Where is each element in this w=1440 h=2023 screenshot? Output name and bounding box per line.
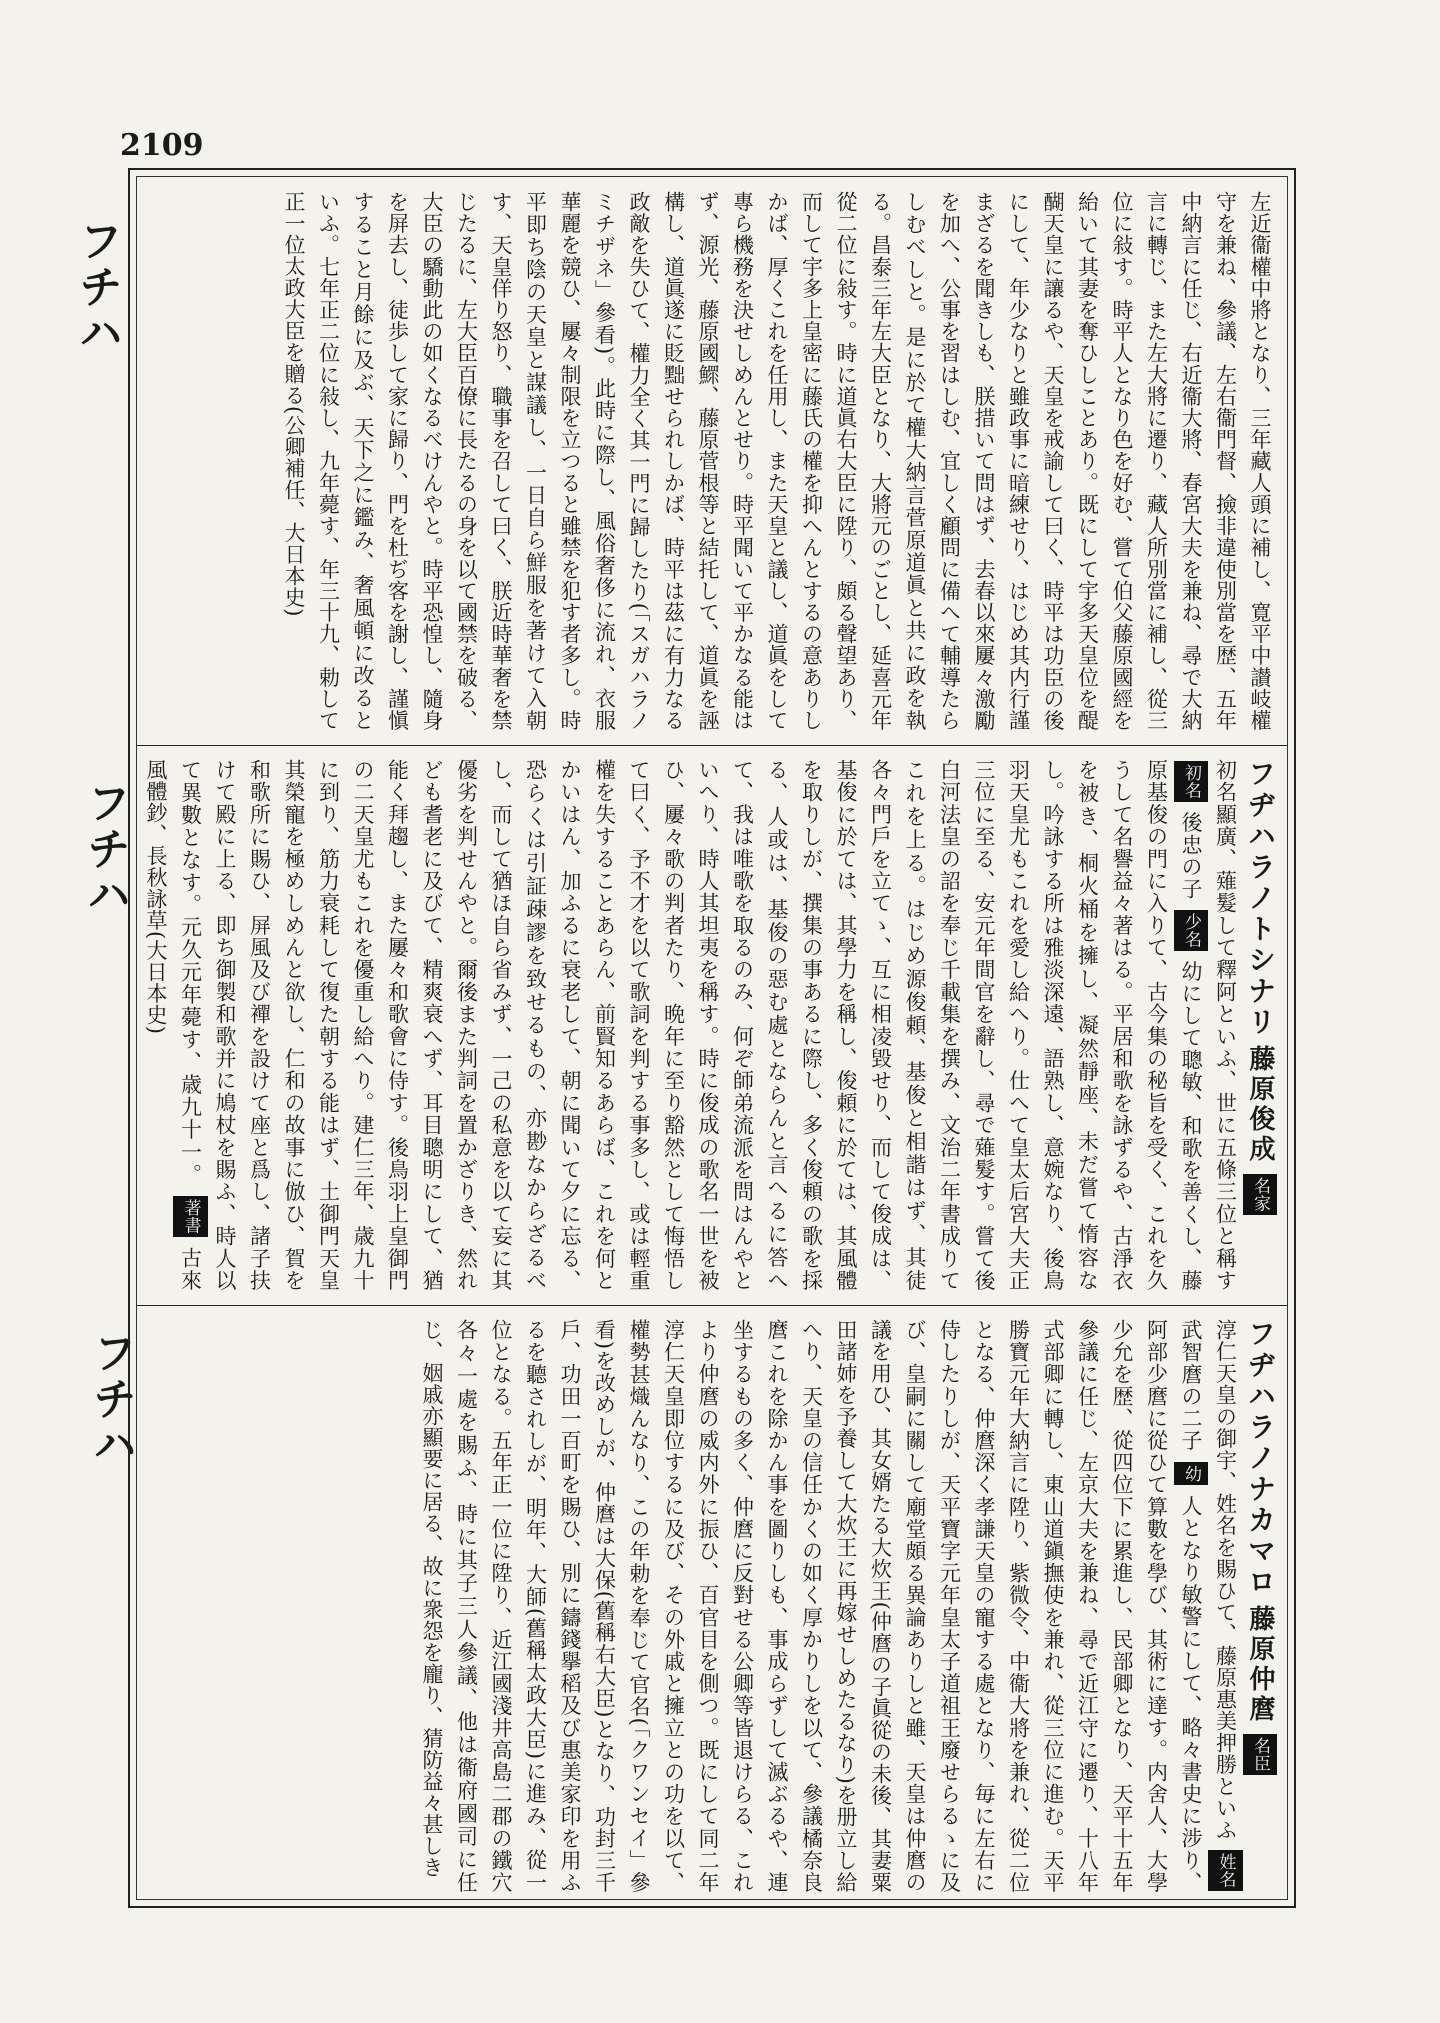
marginal-2: フチハ (79, 780, 130, 918)
label-badge: 幼 (1174, 1462, 1209, 1486)
section-3-intro: 淳仁天皇の御宇、姓名を賜ひて、藤原惠美押勝といふ (1213, 1319, 1238, 1841)
rule-top-middle (137, 745, 1287, 746)
section-2-intro: 初名顯廣、薙髮して釋阿といふ、世に五條三位と稱す (1213, 759, 1238, 1291)
section-2-works: 古來風體鈔、長秋詠草(大日本史) (144, 759, 203, 1291)
section-1-body: 左近衞權中將となり、三年藏人頭に補し、寛平中讃岐權守を兼ね、參議、左右衞門督、撿非違使別當を歴、五年中納言に任じ、右近衞大將、春宮大夫を兼ね、尋で大納言に轉じ、また左大將に遷り、藏人所別當に補し、從三位に敍す。時平人となり色を好む、嘗て伯父藤原國經を紿いて其妻を奪ひしことあり。既にして宇多天皇位を醍醐天皇に讓るや、天皇を戒諭して曰く、時平は功臣の後にして、年少なりと雖政事に暗練せり、はじめ其内行謹まざるを聞きしも、朕措いて問はず、去春以來屢々激勵を加へ、公事を習はしむ、宜しく顧問に備へて輔導たらしむべしと。是に於て權大納言菅原道眞と共に政を執る。昌泰三年左大臣となり、大將元のごとし、延喜元年從二位に敍す。時に道眞右大臣に陞り、頗る聲望あり、而して宇多上皇密に藤氏の權を抑へんとするの意ありしかば、厚くこれを任用し、また天皇と議し、道眞をして專ら機務を決せしめんとせり。時平聞いて平かなる能はず、源光、藤原國鰥、藤原菅根等と結托して、道眞を誣構し、道眞遂に貶黜せられしかば、時平は茲に有力なる政敵を失ひて、權力全く其一門に歸したり(「スガハラノミチザネ」參看)。此時に際し、風俗奢侈に流れ、衣服華麗を競ひ、屢々制限を立つると雖禁を犯す者多し。時平即ち陰の天皇と謀議し、一日自ら鮮服を著けて入朝す、天皇佯り怒り、職事を召して曰く、朕近時華奢を禁じたるに、左大臣百僚に長たるの身を以て國禁を破る、大臣の驕動此の如くなるべけんやと。時平恐惶し、隨身を屏去し、徒歩して家に歸り、門を杜ぢ客を謝し、謹愼すること月餘に及ぶ、天下之に鑑み、奢風頓に改ると いふ。七年正二位に敍し、九年薨す、年三十九、勅して正一位太政大臣を贈る(公卿補任、大日本史) (282, 191, 1272, 731)
marginal-1: フチハ (71, 218, 122, 356)
section-3-body: 人となり敏警にして、略々書史に涉り、阿部少麿に從ひて算數を學び、其術に達す。内舍人、大學少允を歴、從四位下に累進し、民部卿となり、天平十五年參議に任じ、左京大夫を兼ね、尋で近江守に遷り、十八年式部卿に轉し、東山道鎭撫使を兼れ、從三位に進む。天平勝寶元年大納言に陞り、紫微令、中衞大將を兼れ、從二位となる、仲麿深く孝謙天皇の寵する處となり、毎に左右に侍したりしが、天平寶字元年皇太子道祖王廢せらるゝに及び、皇嗣に關して廟堂頗る異論ありしと雖、天皇は仲麿の議を用ひ、其女婿たる大炊王(仲麿の子眞從の未後、其妻粟田諸姉を予養して大炊王に再嫁せしめたるなり)を册立し給へり、天皇の信任かくの如く厚かりしを以て、參議橘奈良麿これを除かん事を圖りしも、事成らずして滅ぶるや、連坐するもの多く、仲麿に反對せる公卿等皆退けらる、これより仲麿の威内外に振ひ、百官目を側つ。既にして同二年淳仁天皇即位するに及び、その外戚と擁立との功を以て、權勢甚熾んなり、この年勅を奉じて官名(「クワンセイ」參看)を改めしが、仲麿は大保(舊稱右大臣)となり、功封三千戶、功田一百町を賜ひ、別に鑄錢擧稻及び惠美家印を用ふるを聽されしが、明年、大師(舊稱太政大臣)に進み、從一位となる。五年正一位に陞り、近江國淺井高島二郡の鐵穴各々一處を賜ふ、時に其子三人參議、他は衞府國司に任じ、姻戚亦顯要に居る、故に衆怨を龐り、猜防益々甚しき (420, 1319, 1203, 1893)
section-1-text (151, 191, 1277, 731)
section-2-body: 幼にして聰敏、和歌を善くし、藤原基俊の門に入りて、古今集の秘旨を受く、これを久うして名譽益々著はる。平居和歌を詠ずるや、古淨衣を被き、桐火桶を擁し、凝然靜座、未だ嘗て惰容なし。吟詠する所は雅淡深遠、語熟し、意婉なり、後鳥羽天皇尤もこれを愛し給へり。仕へて皇太后宮大夫正三位に至る、安元年間官を辭し、尋で薙髮す。嘗て後白河法皇の詔を奉じ千載集を撰み、文治二年書成りてこれを上る。はじめ源俊頼、基俊と相諧はず、其徒各々門戶を立てゝ、互に相凌毀せり、而して俊成は、基俊に於ては、其學力を稱し、俊頼に於ては、其風體を取りしが、撰集の事あるに際し、多く俊頼の歌を採る、人或は、基俊の惡む處とならんと言へるに答へて、我は唯歌を取るのみ、何ぞ師弟流派を問はんやといへり、時人其坦夷を稱す。時に俊成の歌名一世を被ひ、屢々歌の判者たり、晩年に至り豁然として悔悟して曰く、予不才を以て歌詞を判する事多し、或は輕重權を失することあらん、前賢知るあらば、これを何とかいはん、加ふるに衰老して、朝に聞いて夕に忘る、恐らくは引証疎謬を致せるもの、亦尠なからざるべし、而して猶ほ自ら省みず、一己の私意を以て妄に其優劣を判せんやと。爾後また判詞を置かざりき、然れども耆老に及びて、精爽衰へず、耳目聰明にして、猶能く拜趨し、また屢々和歌會に侍す。後鳥羽上皇御門の二天皇尤もこれを優重し給へり。建仁三年、歳九十に到り、筋力衰耗して復た朝する能はず、土御門天皇其榮寵を極めしめんと欲し、仁和の故事に倣ひ、賀を和歌所に賜ひ、屏風及び襌を設けて座と爲し、諸子扶けて殿に上る、即ち御製和歌并に鳩杖を賜ふ、時人以て異數となす。元久元年薨す、歳九十一。 (178, 759, 1203, 1291)
entry-name-nakamaro: 藤原仲麿 (1245, 1605, 1275, 1726)
entry-name-toshinari: 藤原俊成 (1245, 1045, 1275, 1166)
category-badge: 名臣 (1243, 1734, 1278, 1775)
section-3-text (151, 1319, 1277, 1893)
section-2-text (144, 759, 1277, 1291)
label-badge: 姓名 (1208, 1850, 1243, 1891)
works-badge: 著書 (173, 1196, 208, 1237)
label-badge: 少名 (1174, 910, 1209, 951)
rule-middle-bottom (137, 1305, 1287, 1306)
frame-inner-border (136, 176, 1288, 1900)
entry-heading-nakamaro: フヂハラノナカマロ (1244, 1319, 1277, 1598)
page-frame (128, 168, 1296, 1908)
section-2-lineage: 後忠の子 (1179, 811, 1203, 901)
marginal-3: フチハ (85, 1330, 136, 1468)
category-badge: 名家 (1243, 1174, 1278, 1215)
label-badge: 初名 (1174, 761, 1209, 802)
section-3-lineage: 武智麿の二子 (1179, 1319, 1203, 1452)
entry-heading-toshinari: フヂハラノトシナリ (1244, 759, 1277, 1038)
page-number: 2109 (120, 128, 204, 163)
